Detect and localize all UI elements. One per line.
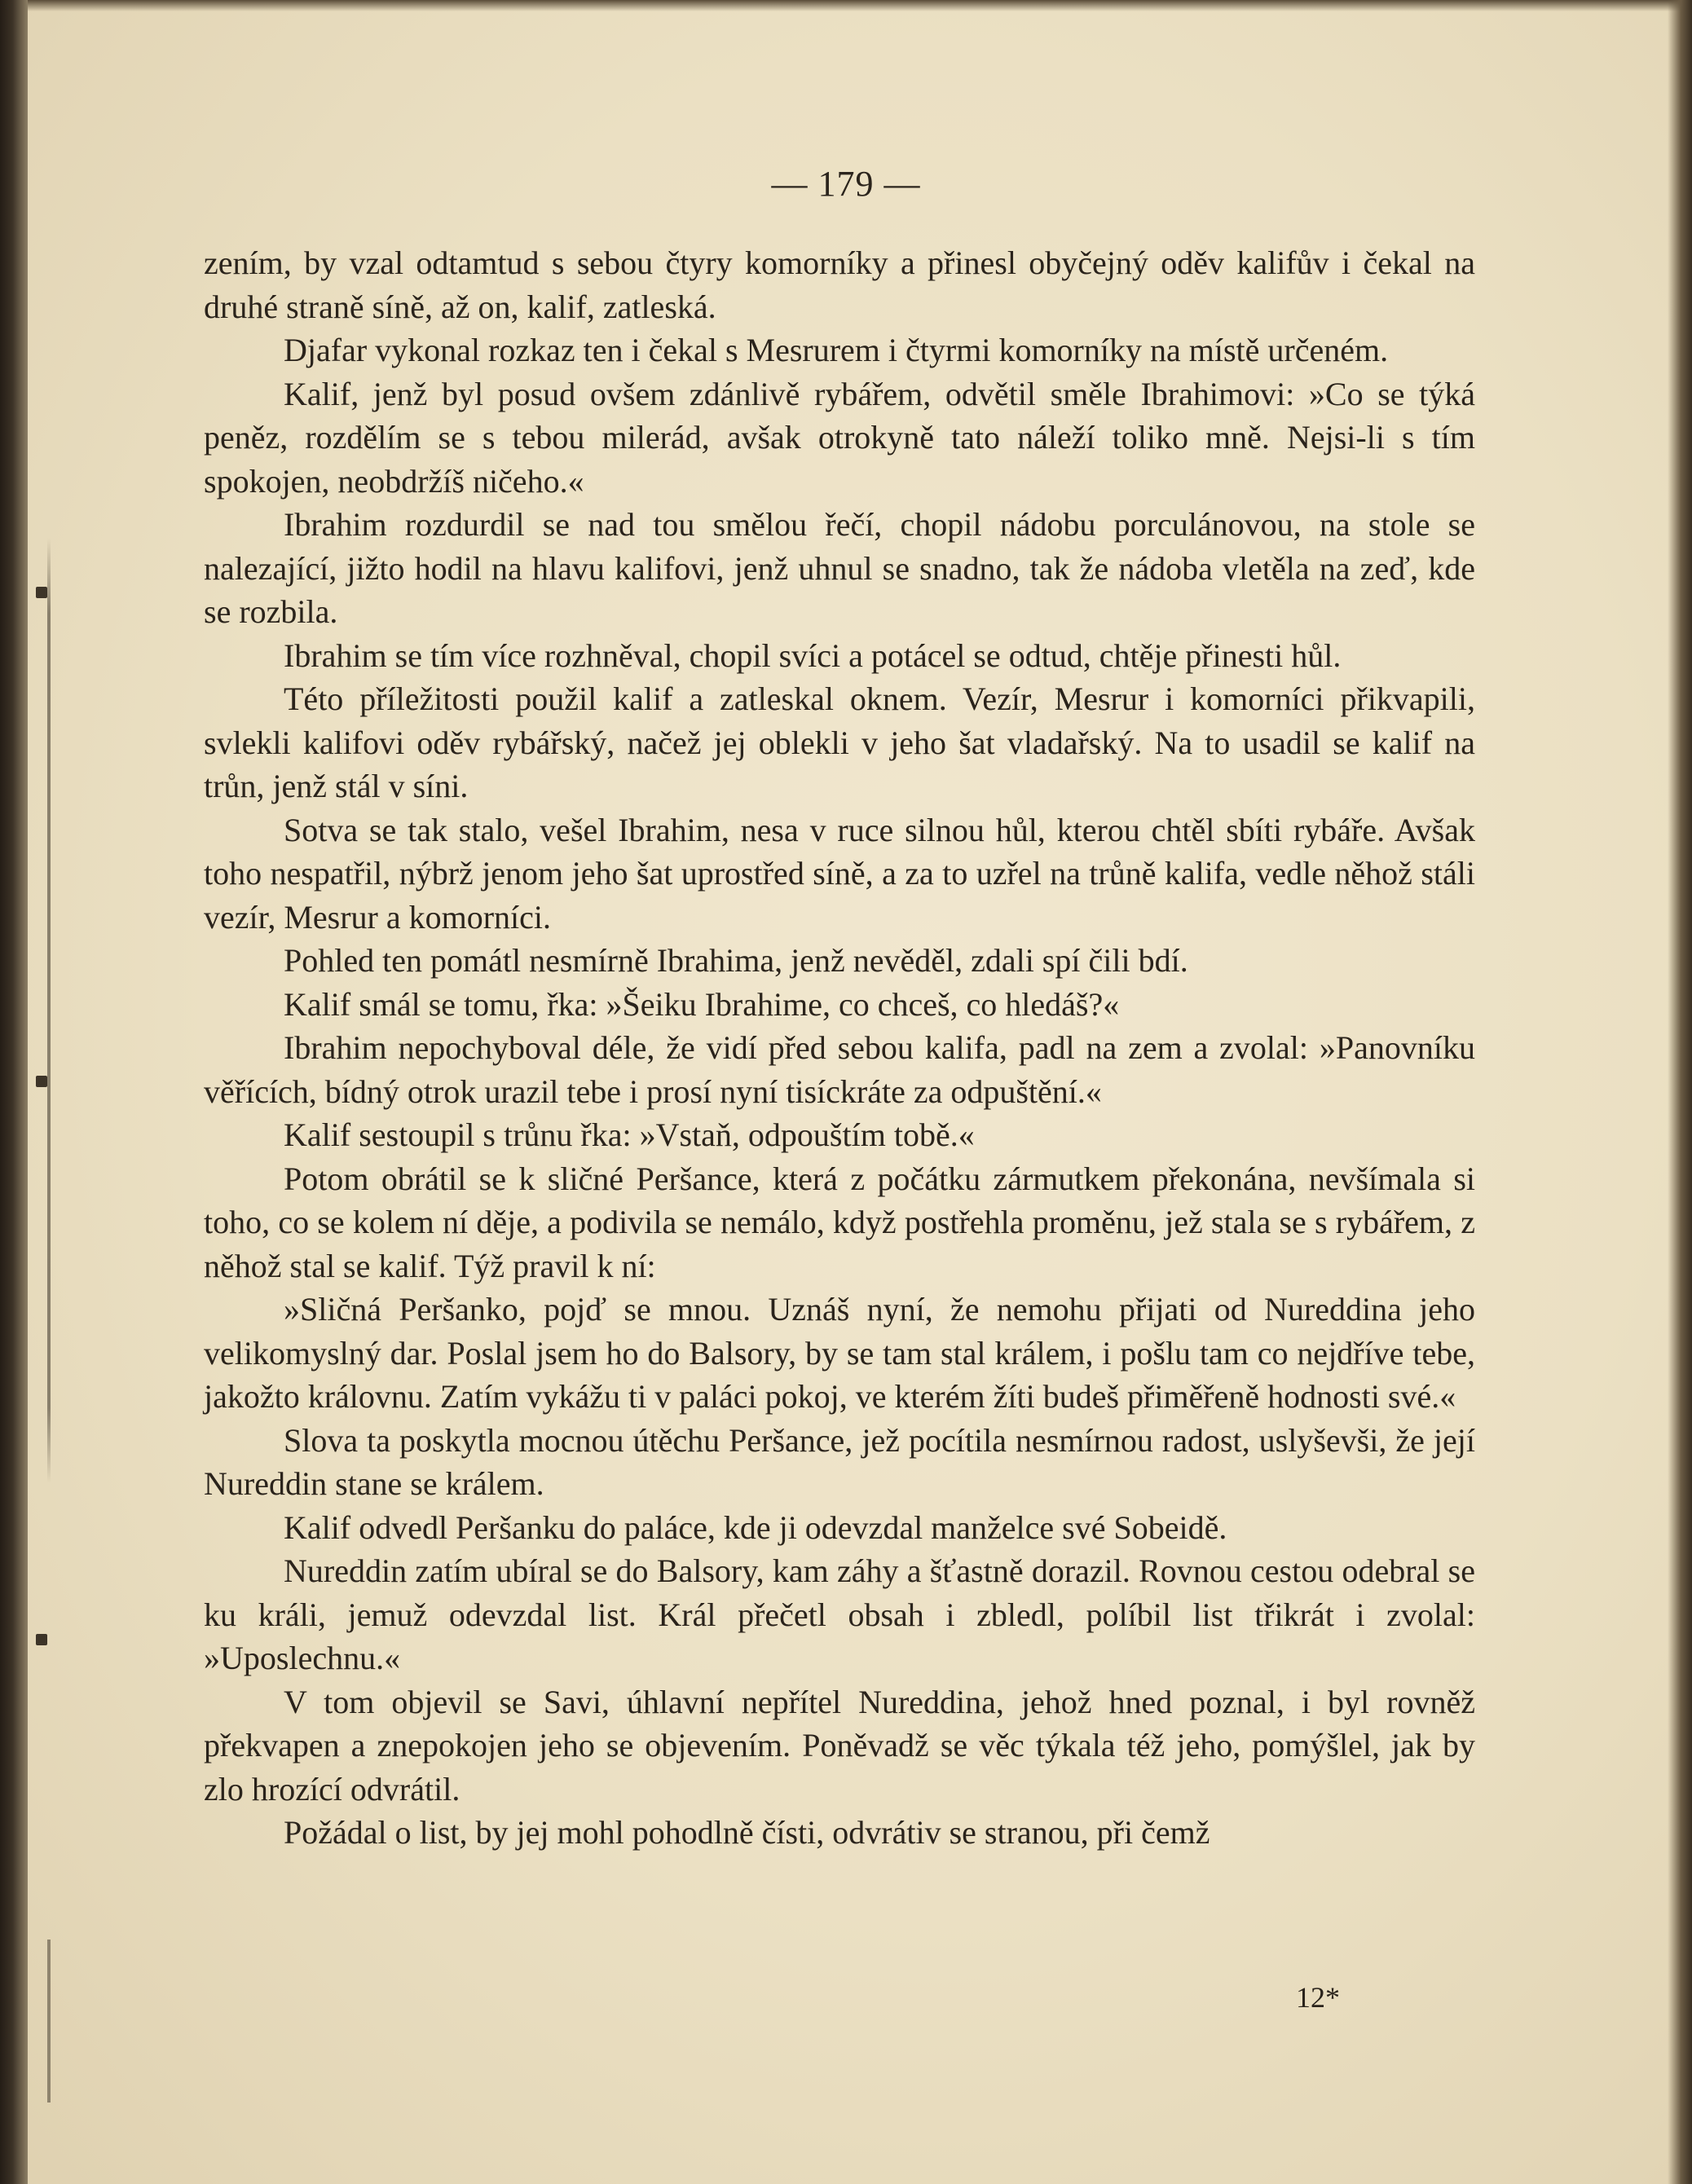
binding-edge xyxy=(0,0,28,2184)
paragraph: Kalif smál se tomu, řka: »Šeiku Ibrahime, co chceš, co hledáš?« xyxy=(284,985,1120,1023)
paragraph: Slova ta poskytla mocnou útěchu Peršance, jež pocítila nesmírnou radost, uslyševši, že její Nureddin stane se králem. xyxy=(204,1421,1475,1502)
printer-signature: 12* xyxy=(1296,1981,1340,2014)
gutter-mark xyxy=(36,1634,47,1645)
paragraph: Sotva se tak stalo, vešel Ibrahim, nesa v ruce silnou hůl, kterou chtěl sbíti rybáře. Avšak toho nespatřil, nýbrž jenom jeho šat uprostřed síně, a za to uzřel na trůně kalifa, vedle něhož stáli vezír, Mesrur a komorníci. xyxy=(204,811,1475,936)
paragraph: Ibrahim nepochyboval déle, že vidí před sebou kalifa, padl na zem a zvolal: »Panovníku věřících, bídný otrok urazil tebe i prosí nyní tisíckráte za odpuštění.« xyxy=(204,1029,1475,1110)
gutter-mark xyxy=(36,1076,47,1087)
gutter-shadow-line-lower xyxy=(47,1940,51,2103)
paragraph: Nureddin zatím ubíral se do Balsory, kam záhy a šťastně dorazil. Rovnou cestou odebral se ku králi, jemuž odevzdal list. Král přečetl obsah i zbledl, políbil list třikrát i zvolal: »Uposlechnu.« xyxy=(204,1552,1475,1676)
paragraph: Této příležitosti použil kalif a zatleskal oknem. Vezír, Mesrur i komorníci přikvapili, svlekli kalifovi oděv rybářský, načež jej oblekli v jeho šat vladařský. Na to usadil se kalif na trůn, jenž stál v síni. xyxy=(204,680,1475,804)
paragraph: Potom obrátil se k sličné Peršance, která z počátku zármutkem překonána, nevšímala si toho, co se kolem ní děje, a podivila se nemálo, když postřehla proměnu, jež stala se s rybářem, z něhož stal se kalif. Týž pravil k ní: xyxy=(204,1160,1475,1284)
paragraph: Požádal o list, by jej mohl pohodlně čísti, odvrátiv se stranou, při čemž xyxy=(284,1814,1210,1851)
paragraph: Kalif, jenž byl posud ovšem zdánlivě rybářem, odvětil směle Ibrahimovi: »Co se týká peněz, rozdělím se s tebou milerád, avšak otrokyně tato náleží toliko mně. Nejsi-li s tím spokojen, neobdržíš ničeho.« xyxy=(204,375,1475,500)
paragraph: Kalif sestoupil s trůnu řka: »Vstaň, odpouštím tobě.« xyxy=(284,1116,975,1153)
paragraph: zením, by vzal odtamtud s sebou čtyry komorníky a přinesl obyčejný oděv kalifův i čekal na druhé straně síně, až on, kalif, zatleská. xyxy=(204,244,1475,325)
gutter-mark xyxy=(36,587,47,598)
page-top-edge xyxy=(0,0,1692,11)
paragraph: Kalif odvedl Peršanku do paláce, kde ji odevzdal manželce své Sobeidě. xyxy=(284,1508,1227,1546)
paragraph: Ibrahim se tím více rozhněval, chopil svíci a potácel se odtud, chtěje přinesti hůl. xyxy=(284,636,1342,674)
body-text xyxy=(204,241,1475,1855)
paragraph: V tom objevil se Savi, úhlavní nepřítel Nureddina, jehož hned poznal, i byl rovněž překvapen a znepokojen jeho se objevením. Poněvadž se věc týkala též jeho, pomýšlel, jak by zlo hrozící odvrátil. xyxy=(204,1683,1475,1808)
page-number: — 179 — xyxy=(771,164,921,204)
page-right-edge xyxy=(1668,0,1692,2184)
paragraph: »Sličná Peršanko, pojď se mnou. Uznáš nyní, že nemohu přijati od Nureddina jeho velikomyslný dar. Poslal jsem ho do Balsory, by se tam stal králem, i pošlu tam co nejdříve tebe, jakožto královnu. Zatím vykážu ti v paláci pokoj, ve kterém žíti budeš přiměřeně hodnosti své.« xyxy=(204,1291,1475,1415)
paragraph: Pohled ten pomátl nesmírně Ibrahima, jenž nevěděl, zdali spí čili bdí. xyxy=(284,942,1188,979)
paragraph: Ibrahim rozdurdil se nad tou smělou řečí, chopil nádobu porculánovou, na stole se nalezající, jižto hodil na hlavu kalifovi, jenž uhnul se snadno, tak že nádoba vletěla na zeď, kde se rozbila. xyxy=(204,506,1475,630)
gutter-shadow-line xyxy=(47,538,51,1483)
paragraph: Djafar vykonal rozkaz ten i čekal s Mesrurem i čtyrmi komorníky na místě určeném. xyxy=(284,332,1389,368)
